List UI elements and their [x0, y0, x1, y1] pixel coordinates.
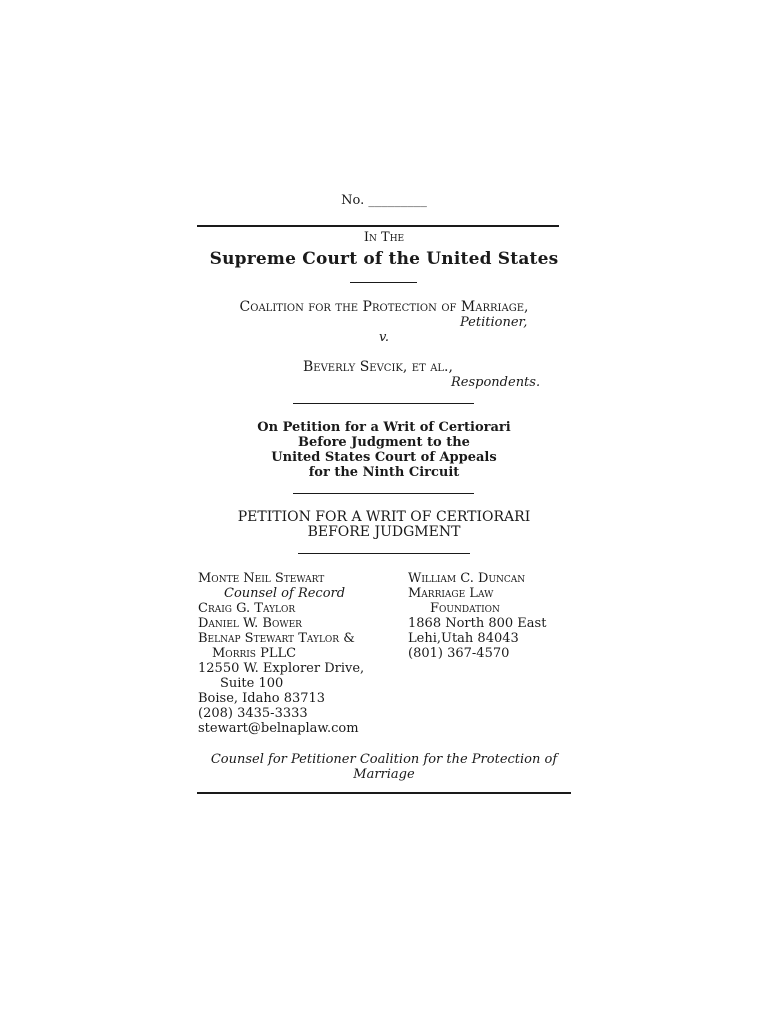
docket-number: [0, 193, 768, 208]
counsel-right-column: [408, 571, 546, 661]
counsel-left-line: 12550 W. Explorer Drive,: [198, 661, 365, 676]
docket-blank: _________: [368, 193, 427, 208]
counsel-left-line: (208) 3435-3333: [198, 706, 308, 721]
title-line-2: BEFORE JUDGMENT: [307, 524, 461, 540]
counsel-right-line: Lehi,Utah 84043: [408, 631, 519, 646]
petitioner-role: Petitioner,: [460, 315, 528, 330]
short-rule-4: [298, 553, 470, 554]
versus-label: v.: [379, 330, 389, 345]
in-the-label: In The: [363, 230, 405, 245]
petition-heading-2: Before Judgment to the: [298, 435, 470, 450]
petitioner-name: Coalition for the Protection of Marriage,: [239, 299, 529, 315]
counsel-right-line: Marriage Law: [408, 586, 494, 601]
counsel-right-line: 1868 North 800 East: [408, 616, 547, 631]
bottom-rule: [197, 792, 571, 794]
counsel-right-line: William C. Duncan: [408, 571, 526, 586]
top-rule: [197, 225, 559, 227]
counsel-left-line: stewart@belnaplaw.com: [198, 721, 359, 736]
counsel-for-line-2: Marriage: [353, 767, 415, 782]
counsel-right-line: (801) 367-4570: [408, 646, 510, 661]
counsel-left-line: Daniel W. Bower: [198, 616, 302, 631]
title-line-1: PETITION FOR A WRIT OF CERTIORARI: [237, 509, 531, 525]
short-rule-2: [293, 403, 474, 404]
counsel-left-line: Boise, Idaho 83713: [198, 691, 326, 706]
counsel-left-line: Monte Neil Stewart: [198, 571, 325, 586]
respondent-name: Beverly Sevcik, et al.,: [303, 359, 453, 375]
respondent-role: Respondents.: [451, 375, 541, 390]
counsel-left-line: Morris PLLC: [212, 646, 297, 661]
counsel-right-line: Foundation: [430, 601, 500, 616]
petition-heading-1: On Petition for a Writ of Certiorari: [257, 420, 511, 435]
court-name: Supreme Court of the United States: [209, 249, 559, 269]
counsel-left-column: [198, 571, 364, 736]
counsel-left-line: Suite 100: [220, 676, 284, 691]
counsel-left-line: Craig G. Taylor: [198, 601, 296, 616]
petition-heading-3: United States Court of Appeals: [271, 450, 497, 465]
counsel-for-line-1: Counsel for Petitioner Coalition for the Protection of: [210, 752, 558, 767]
short-rule-1: [350, 282, 417, 283]
short-rule-3: [293, 493, 474, 494]
docket-label: No.: [341, 193, 365, 208]
counsel-left-line: Belnap Stewart Taylor &: [198, 631, 355, 646]
petition-heading-4: for the Ninth Circuit: [308, 465, 460, 480]
counsel-left-line: Counsel of Record: [224, 586, 346, 601]
